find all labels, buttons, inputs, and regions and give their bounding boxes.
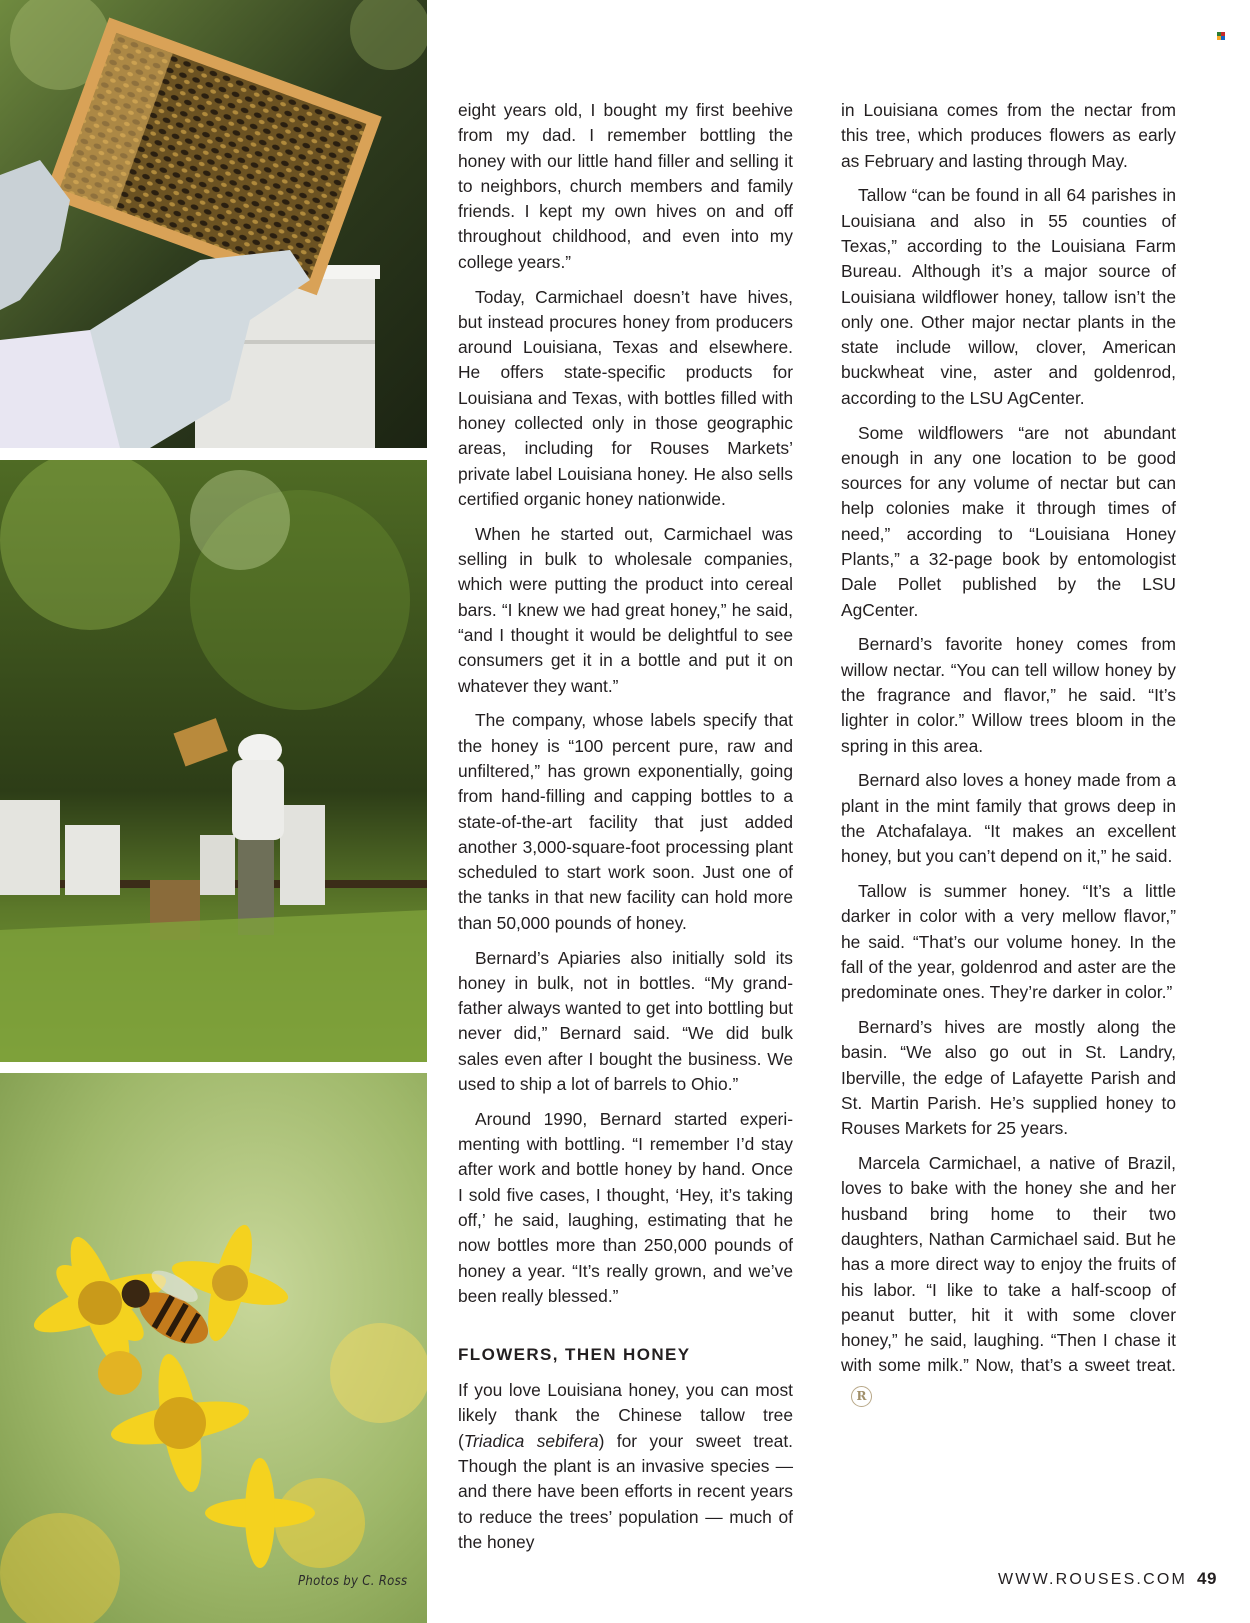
paragraph: Today, Carmichael doesn’t have hives, but instead procures honey from producers around Louisiana, Texas and elsewhere. He offers state-specific products for Louisiana and Texas, with bottles filled with honey collected only in those geographic areas, including for Rouses Markets’ private label Louisiana honey. He also sells certified organic honey nationwide. [458, 286, 793, 509]
article-column-1 [458, 98, 793, 1565]
bee-on-flower-image [0, 1073, 427, 1623]
beekeeper-field-photo [0, 460, 427, 1062]
website-link[interactable]: WWW.ROUSES.COM [998, 1571, 1188, 1588]
paragraph [458, 1378, 793, 1555]
paragraph: Bernard’s favorite honey comes from willow nectar. “You can tell willow honey by the fragrance and flavor,” he said. “It’s lighter in color.” Willow trees bloom in the spring in this area. [841, 634, 1176, 756]
bee-on-flower-photo [0, 1073, 427, 1623]
paragraph [841, 1151, 1176, 1407]
paragraph: When he started out, Carmichael was selling in bulk to wholesale companies, which were putting the product into cereal bars. “I knew we had great honey,” he said, “and I thought it would be delightful to see consumers get it in a bottle and put it on whatever they want.” [458, 523, 793, 696]
paragraph: Bernard also loves a honey made from a plant in the mint family that grows deep in the Atchafalaya. “It makes an excellent honey, but you can’t depend on it,” he said. [841, 770, 1176, 867]
paragraph: in Louisiana comes from the nectar from this tree, which produces flowers as early as February and lasting through May. [841, 100, 1176, 171]
text-run: Marcela Carmichael, a native of Brazil, loves to bake with the honey she and her husband bring home to their two daughters, Nathan Carmichael said. But he has a more direct way to enjoy the fruits of his labor. “I like to take a half-scoop of peanut butter, hit it with some clover honey,” he said, laughing. “Then I chase it with some milk.” Now, that’s a sweet treat. [841, 1153, 1176, 1376]
paragraph: Tallow is summer honey. “It’s a little darker in color with a very mellow flavor,” he said. “That’s our volume honey. In the fall of the year, goldenrod and aster are the predominate ones. They’re darker in color.” [841, 881, 1176, 1003]
rouses-r-logo-icon: R [851, 1386, 872, 1407]
photo-credit: Photos by C. Ross [298, 1574, 408, 1589]
corner-registration-icon [1217, 32, 1225, 40]
paragraph: Around 1990, Bernard started experi-menting with bottling. “I remember I’d stay after work and bottle honey by hand. Once I sold five cases, I thought, ‘Hey, it’s taking off,’ he said, laughing, estimating that he now bottles more than 250,000 pounds of honey a year. “It’s really grown, and we’ve been really blessed.” [458, 1108, 793, 1306]
paragraph: Bernard’s Apiaries also initially sold its honey in bulk, not in bottles. “My grand-father always wanted to get into bottling but never did,” Bernard said. “We did bulk sales even after I bought the business. We used to ship a lot of barrels to Ohio.” [458, 947, 793, 1094]
page-footer [998, 1569, 1217, 1589]
paragraph: Bernard’s hives are mostly along the basin. “We also go out in St. Landry, Iberville, the edge of Lafayette Parish and St. Martin Parish. He’s supplied honey to Rouses Markets for 25 years. [841, 1017, 1176, 1139]
paragraph: Some wildflowers “are not abundant enough in any one location to be good sources for any volume of nectar but can help colonies make it through times of need,” according to “Louisiana Honey Plants,” a 32-page book by entomologist Dale Pollet published by the LSU AgCenter. [841, 422, 1176, 620]
article-column-2 [841, 98, 1176, 1416]
section-heading: FLOWERS, THEN HONEY [458, 1345, 691, 1365]
paragraph: eight years old, I bought my first beehive from my dad. I remember bottling the honey with our little hand filler and selling it to neighbors, church members and family friends. I kept my own hives on and off throughout childhood, and even into my college years.” [458, 100, 793, 272]
page-number: 49 [1197, 1569, 1217, 1588]
paragraph: Tallow “can be found in all 64 parishes in Louisiana and also in 55 counties of Texas,” according to the Louisiana Farm Bureau. Although it’s a major source of Louisiana wildflower honey, tallow isn’t the only one. Other major nectar plants in the state include willow, clover, American buckwheat vine, aster and goldenrod, according to the LSU AgCenter. [841, 185, 1176, 408]
paragraph: The company, whose labels specify that the honey is “100 percent pure, raw and unfiltered,” has grown exponentially, going from hand-filling and capping bottles to a state-of-the-art facility that just added another 3,000-square-foot processing plant scheduled to start work soon. Just one of the tanks in that new facility can hold more than 50,000 pounds of honey. [458, 710, 793, 933]
scientific-name: Triadica sebifera [463, 1430, 599, 1451]
honeycomb-frame-image [0, 0, 427, 448]
text-run: ) for your sweet treat. Though the plant is an invasive species — and there have been efforts in recent years to reduce the trees’ population — much of the honey [458, 1430, 793, 1552]
honeycomb-frame-photo [0, 0, 427, 448]
text-run: If you love Louisiana honey, you can most likely thank the Chinese tallow tree ( [458, 1380, 793, 1451]
beekeeper-field-image [0, 460, 427, 1062]
